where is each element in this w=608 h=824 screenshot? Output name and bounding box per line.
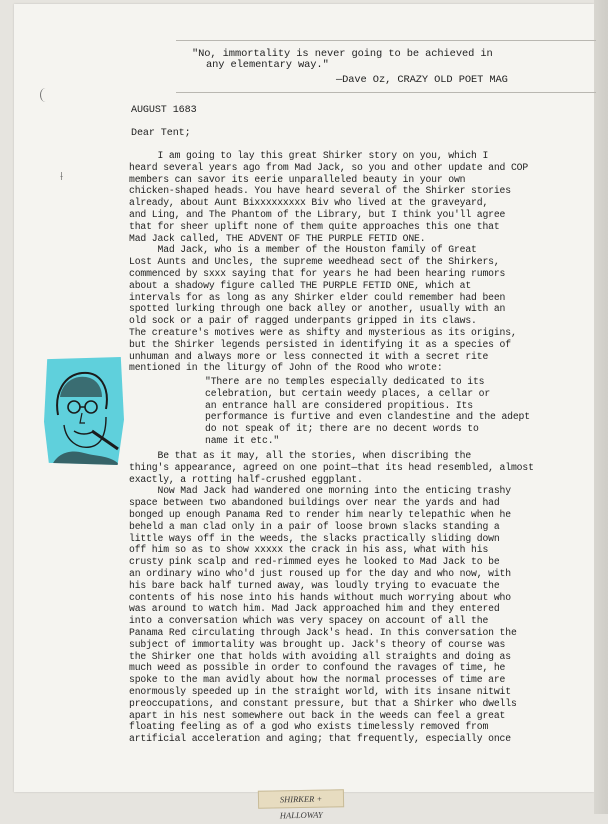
bottom-rule [176,92,596,93]
text-line: spotted lurking through one back alley or another, usually with an [129,303,506,315]
text-line: already, about Aunt Bixxxxxxxxx Biv who lived at the graveyard, [129,197,489,209]
letter-date: AUGUST 1683 [131,105,197,116]
text-line: Mad Jack, who is a member of the Houston family of Great [129,244,477,256]
text-line: beheld a man clad only in a pair of loose brown slacks standing a [129,520,500,532]
text-line: crusty pink scalp and red-rimmed eyes he looked to Mad Jack to be [129,556,500,568]
text-line: preoccupations, and constant pressure, but that a Shirker who dwells [129,697,517,709]
text-line: little ways off in the weeds, the slacks practically sliding down [129,532,500,544]
quote-line: performance is furtive and even clandestine and the adept [205,411,530,423]
text-line: much weed as possible in order to confound the ravages of time, he [129,662,506,674]
text-line: apart in his nest somewhere out back in the weeds can feel a great [129,709,506,721]
epigraph-line-2: any elementary way." [206,59,329,71]
text-line: artificial acceleration and aging; that frequently, especially once [129,733,511,745]
text-line: an ordinary wino who'd just roused up for the day and who now, with [129,567,511,579]
text-line: that for sheer uplift none of them quite approaches this one that [129,220,500,232]
epigraph-line-1: "No, immortality is never going to be achieved in [192,48,493,60]
text-line: I am going to lay this great Shirker story on you, which I [129,150,489,161]
text-line: the Shirker one that holds with avoiding all straights and doing as [129,650,511,662]
quote-line: do not speak of it; there are no decent words to [205,423,479,435]
text-line: unhuman and always more or less connected it with a secret rite [129,350,489,362]
paragraph-2 [129,450,569,745]
text-line: Now Mad Jack had wandered one morning into the enticing trashy [129,485,511,497]
text-line: floating feeling as of a god who exists timelessly removed from [129,721,489,733]
inset-quote [205,376,565,447]
text-line: commenced by sxxx saying that for years he had been hearing rumors [129,267,506,279]
text-line: was around to watch him. Mad Jack approached him and they entered [129,603,500,615]
text-line: intervals for as long as any Shirker elder could remember had been [129,291,506,303]
text-line: subject of immortality was brought up. Jack's theory of course was [129,638,506,650]
text-line: into a conversation which was very spacey on account of all the [129,615,489,627]
paper-clip-mark: ⟊ [60,170,64,184]
text-line: exactly, a rotting half-crushed eggplant. [129,473,363,485]
punch-hole-mark [40,88,51,102]
text-line: old sock or a pair of ragged underpants gripped in its claws. [129,315,477,327]
text-line: Mad Jack called, THE ADVENT OF THE PURPLE FETID ONE. [129,232,426,244]
quote-line: "There are no temples especially dedicated to its [205,376,485,387]
text-line: Lost Aunts and Uncles, the supreme weedhead sect of the Shirkers, [129,256,500,268]
text-line: and Ling, and The Phantom of the Library, but I think you'll agree [129,208,506,220]
text-line: Panama Red circulating through Jack's head. In this conversation the [129,626,517,638]
portrait-drawing-icon [44,357,124,465]
salutation: Dear Tent; [131,128,191,139]
text-line: spoke to the man avidly about how the normal processes of time are [129,674,506,686]
text-line: off him so as to show xxxxx the crack in his ass, what with his [129,544,489,556]
text-line: space between two abandoned buildings over near the yards and had [129,497,500,509]
text-line: members can savor its eerie unparalleled beauty in your own [129,173,466,185]
quote-line: name it etc." [205,434,280,446]
top-rule [176,40,596,41]
page-edge [594,0,608,814]
portrait-collage-image [44,357,124,465]
text-line: about a shadowy figure called THE PURPLE FETID ONE, which at [129,279,472,291]
epigraph-attribution: —Dave Oz, CRAZY OLD POET MAG [336,74,508,86]
text-line: but the Shirker legends persisted in identifying it as a species of [129,338,511,350]
quote-line: celebration, but certain weedy places, a cellar or [205,387,491,399]
text-line: The creature's motives were as shifty and mysterious as its origins, [129,326,517,338]
text-line: mentioned in the liturgy of John of the Rood who wrote: [129,362,443,374]
text-line: heard several years ago from Mad Jack, so you and other update and COP [129,161,529,173]
text-line: Be that as it may, all the stories, when discribing the [129,450,472,461]
text-line: chicken-shaped heads. You have heard several of the Shirker stories [129,185,511,197]
paragraph-1 [129,150,559,374]
quote-line: an entrance hall are considered propitious. Its [205,399,473,411]
archive-label-tag: SHIRKER + HALLOWAY [258,789,344,808]
text-line: his bare back half turned away, was loudly trying to evacuate the [129,579,500,591]
text-line: enormously speeded up in the straight world, with its insane nitwit [129,685,511,697]
text-line: bonged up enough Panama Red to render him nearly telepathic when he [129,508,511,520]
text-line: thing's appearance, agreed on one point—that its head resembled, almost [129,461,534,473]
text-line: contents of his nose into his hands without much worrying about who [129,591,511,603]
